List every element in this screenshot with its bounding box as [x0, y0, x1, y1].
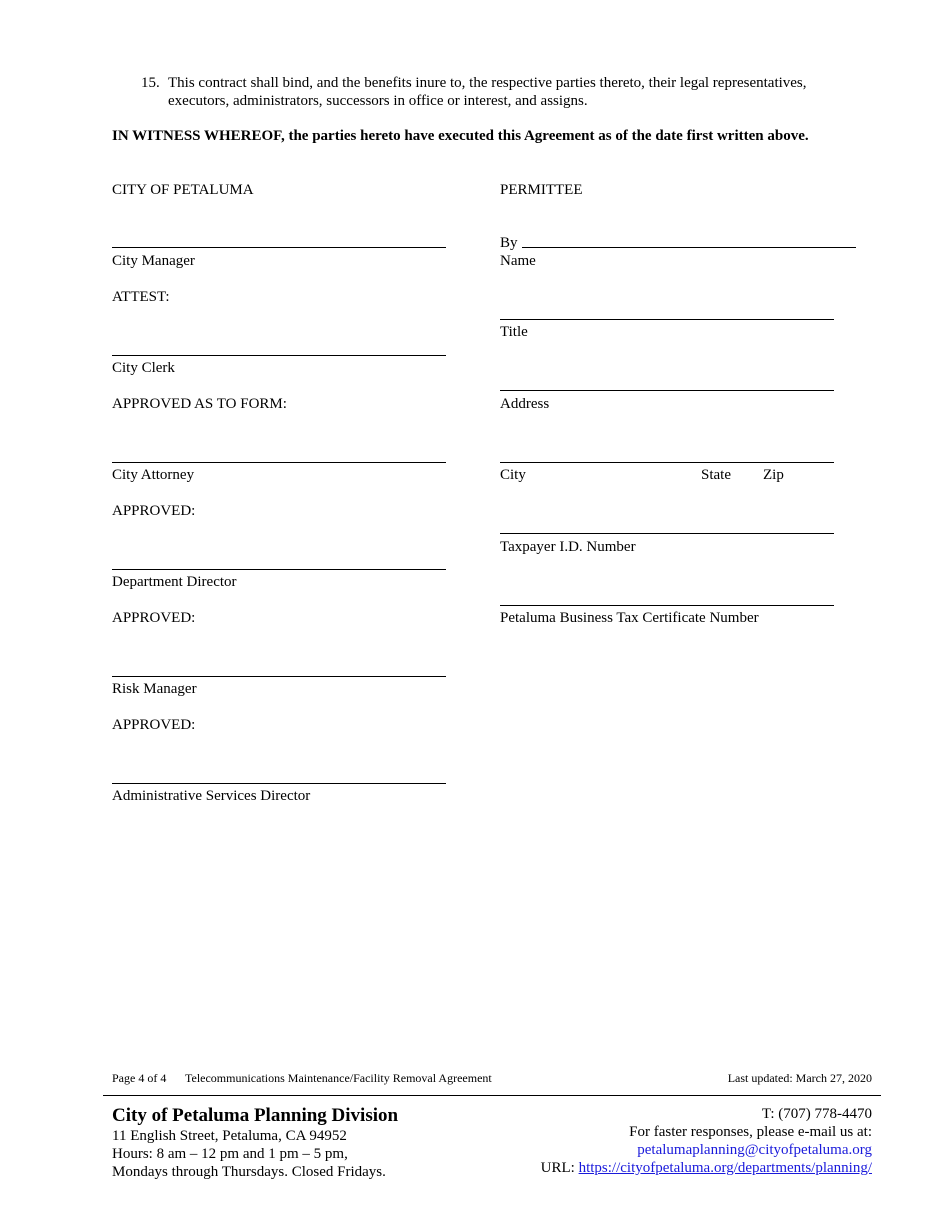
approved-label-1: APPROVED:	[112, 503, 196, 519]
footer-url-row	[541, 1159, 872, 1177]
clause-text-line2: executors, administrators, successors in office or interest, and assigns.	[168, 93, 588, 109]
permittee-heading: PERMITTEE	[500, 182, 583, 198]
attest-label: ATTEST:	[112, 289, 170, 305]
taxpayer-id-label: Taxpayer I.D. Number	[500, 539, 636, 555]
name-label: Name	[500, 253, 536, 269]
admin-services-director-label: Administrative Services Director	[112, 788, 311, 804]
footer-phone: T: (707) 778-4470	[761, 1106, 872, 1122]
department-director-signature-line[interactable]	[112, 569, 446, 570]
city-attorney-label: City Attorney	[112, 467, 195, 483]
footer-url-label: URL:	[540, 1160, 575, 1176]
footer-email-prompt: For faster responses, please e-mail us at:	[629, 1124, 872, 1140]
admin-services-director-signature-line[interactable]	[112, 783, 446, 784]
by-label: By	[500, 235, 518, 251]
footer-email-link[interactable]: petalumaplanning@cityofpetaluma.org	[637, 1142, 872, 1158]
footer-page-number: Page 4 of 4	[112, 1071, 167, 1085]
footer-last-updated: Last updated: March 27, 2020	[727, 1071, 872, 1085]
risk-manager-label: Risk Manager	[112, 681, 197, 697]
footer-org-name: City of Petaluma Planning Division	[112, 1105, 399, 1126]
business-tax-line[interactable]	[500, 605, 834, 606]
city-heading: CITY OF PETALUMA	[112, 182, 254, 198]
by-signature-line[interactable]	[522, 247, 856, 248]
address-label: Address	[500, 396, 550, 412]
title-line[interactable]	[500, 319, 834, 320]
taxpayer-id-line[interactable]	[500, 533, 834, 534]
city-field-label: City	[500, 467, 526, 483]
state-field-label: State	[701, 467, 731, 483]
city-manager-signature-line[interactable]	[112, 247, 446, 248]
footer-doc-title: Telecommunications Maintenance/Facility Removal Agreement	[185, 1071, 492, 1085]
clause-text-line1: This contract shall bind, and the benefits inure to, the respective parties thereto, their legal representatives,	[168, 75, 807, 91]
business-tax-label: Petaluma Business Tax Certificate Number	[500, 610, 759, 626]
zip-field-label: Zip	[763, 467, 784, 483]
city-state-zip-line[interactable]	[500, 462, 834, 463]
approved-label-3: APPROVED:	[112, 717, 196, 733]
footer-days: Mondays through Thursdays. Closed Fridays.	[112, 1164, 386, 1180]
risk-manager-signature-line[interactable]	[112, 676, 446, 677]
approved-label-2: APPROVED:	[112, 610, 196, 626]
city-manager-label: City Manager	[112, 253, 195, 269]
city-attorney-signature-line[interactable]	[112, 462, 446, 463]
footer-url-link[interactable]: https://cityofpetaluma.org/departments/planning/	[578, 1160, 872, 1176]
footer-hours: Hours: 8 am – 12 pm and 1 pm – 5 pm,	[112, 1146, 348, 1162]
witness-statement: IN WITNESS WHEREOF, the parties hereto have executed this Agreement as of the date first written above.	[112, 128, 809, 144]
city-clerk-signature-line[interactable]	[112, 355, 446, 356]
address-line[interactable]	[500, 390, 834, 391]
title-label: Title	[500, 324, 528, 340]
department-director-label: Department Director	[112, 574, 237, 590]
footer-address: 11 English Street, Petaluma, CA 94952	[112, 1128, 347, 1144]
approved-as-to-form-label: APPROVED AS TO FORM:	[112, 396, 287, 412]
clause-number: 15.	[141, 75, 160, 91]
footer-divider	[103, 1095, 881, 1096]
city-clerk-label: City Clerk	[112, 360, 175, 376]
